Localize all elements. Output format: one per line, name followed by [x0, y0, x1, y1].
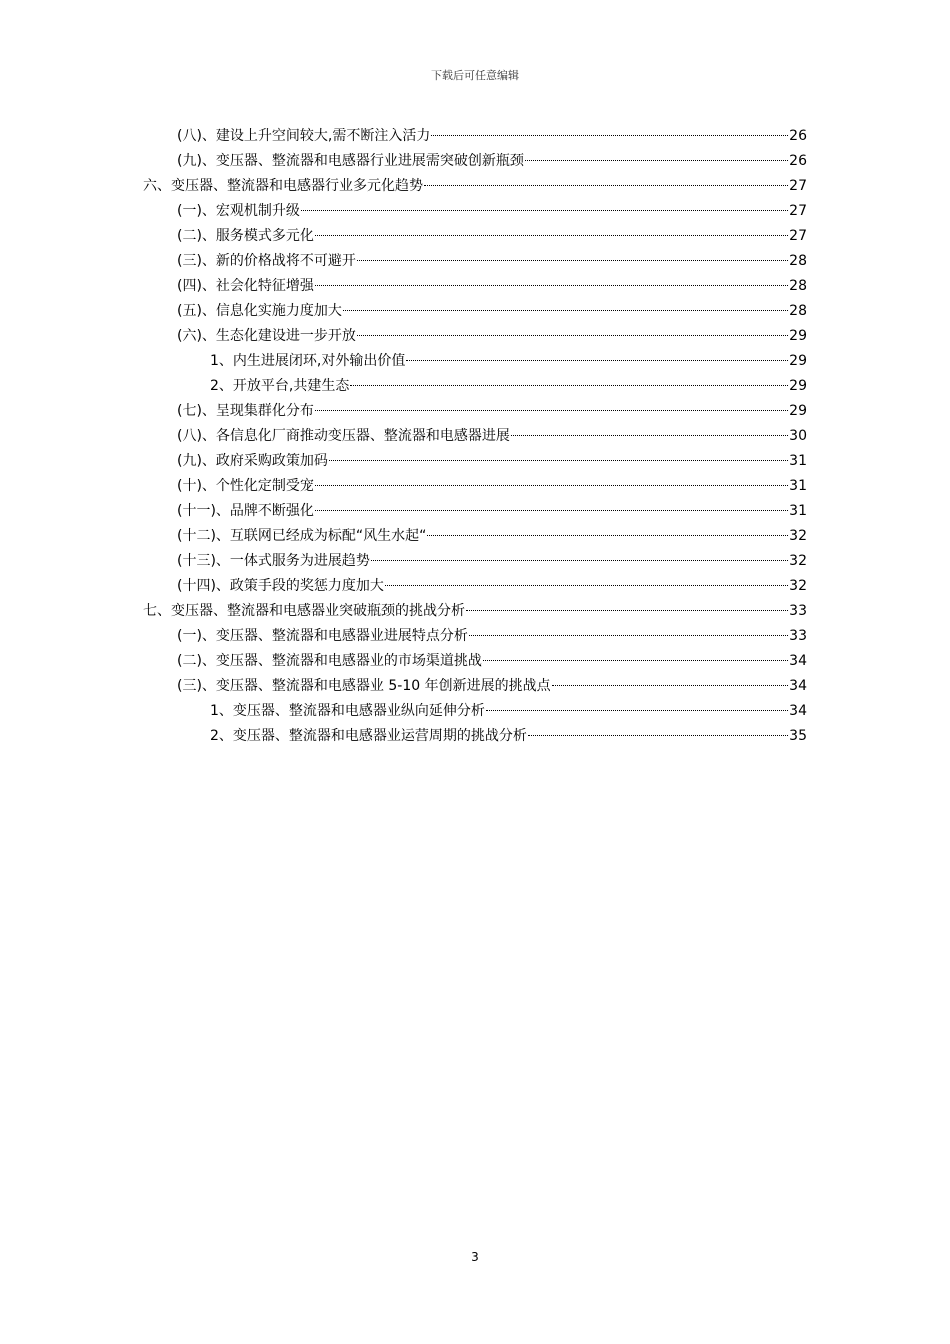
table-of-contents — [143, 124, 807, 749]
toc-entry-page: 33 — [789, 603, 807, 619]
toc-entry-page: 28 — [789, 278, 807, 294]
toc-entry[interactable] — [143, 174, 807, 199]
toc-entry-page: 27 — [789, 178, 807, 194]
toc-entry-label: (十一)、品牌不断强化 — [177, 503, 314, 519]
toc-entry-page: 29 — [789, 353, 807, 369]
toc-entry-label: 1、内生进展闭环,对外输出价值 — [210, 353, 406, 369]
toc-entry[interactable] — [143, 524, 807, 549]
toc-entry[interactable] — [143, 699, 807, 724]
toc-entry-label: (九)、变压器、整流器和电感器行业进展需突破创新瓶颈 — [177, 153, 524, 169]
toc-dot-leader — [466, 610, 788, 611]
toc-entry-label: 七、变压器、整流器和电感器业突破瓶颈的挑战分析 — [143, 603, 465, 619]
toc-entry[interactable] — [143, 574, 807, 599]
toc-entry-label: 1、变压器、整流器和电感器业纵向延伸分析 — [210, 703, 485, 719]
toc-dot-leader — [483, 660, 788, 661]
toc-dot-leader — [315, 510, 788, 511]
toc-entry[interactable] — [143, 424, 807, 449]
toc-dot-leader — [424, 185, 788, 186]
toc-entry-page: 26 — [789, 153, 807, 169]
toc-entry-page: 27 — [789, 203, 807, 219]
toc-entry[interactable] — [143, 274, 807, 299]
toc-entry-page: 30 — [789, 428, 807, 444]
toc-dot-leader — [343, 310, 788, 311]
toc-entry-page: 34 — [789, 703, 807, 719]
toc-entry[interactable] — [143, 599, 807, 624]
toc-entry-page: 31 — [789, 503, 807, 519]
page-number: 3 — [471, 1250, 479, 1264]
toc-entry[interactable] — [143, 674, 807, 699]
toc-entry-label: 2、变压器、整流器和电感器业运营周期的挑战分析 — [210, 728, 527, 744]
toc-entry-label: 六、变压器、整流器和电感器行业多元化趋势 — [143, 178, 423, 194]
toc-entry[interactable] — [143, 124, 807, 149]
toc-entry[interactable] — [143, 649, 807, 674]
toc-entry-label: (八)、各信息化厂商推动变压器、整流器和电感器进展 — [177, 428, 510, 444]
toc-dot-leader — [385, 585, 788, 586]
toc-entry[interactable] — [143, 349, 807, 374]
toc-entry-page: 27 — [789, 228, 807, 244]
toc-dot-leader — [371, 560, 788, 561]
toc-entry[interactable] — [143, 299, 807, 324]
toc-entry-page: 28 — [789, 253, 807, 269]
toc-entry-page: 26 — [789, 128, 807, 144]
toc-entry[interactable] — [143, 624, 807, 649]
toc-entry[interactable] — [143, 399, 807, 424]
toc-entry-label: (八)、建设上升空间较大,需不断注入活力 — [177, 128, 431, 144]
toc-entry-page: 31 — [789, 453, 807, 469]
toc-dot-leader — [406, 360, 788, 361]
toc-entry-label: (五)、信息化实施力度加大 — [177, 303, 342, 319]
toc-entry[interactable] — [143, 149, 807, 174]
toc-dot-leader — [315, 485, 788, 486]
toc-entry-label: (三)、变压器、整流器和电感器业 5-10 年创新进展的挑战点 — [177, 678, 551, 694]
toc-dot-leader — [350, 385, 788, 386]
toc-dot-leader — [528, 735, 788, 736]
toc-entry-page: 32 — [789, 528, 807, 544]
toc-entry-page: 32 — [789, 578, 807, 594]
toc-dot-leader — [469, 635, 788, 636]
toc-entry-page: 29 — [789, 403, 807, 419]
toc-entry-label: (四)、社会化特征增强 — [177, 278, 314, 294]
toc-entry[interactable] — [143, 724, 807, 749]
toc-dot-leader — [301, 210, 788, 211]
toc-dot-leader — [357, 260, 788, 261]
toc-entry[interactable] — [143, 499, 807, 524]
toc-entry-page: 34 — [789, 653, 807, 669]
toc-dot-leader — [357, 335, 788, 336]
toc-entry-page: 32 — [789, 553, 807, 569]
toc-entry-label: (十二)、互联网已经成为标配“风生水起“ — [177, 528, 427, 544]
toc-entry-label: (二)、服务模式多元化 — [177, 228, 314, 244]
toc-entry-label: (十三)、一体式服务为进展趋势 — [177, 553, 370, 569]
toc-entry-label: (九)、政府采购政策加码 — [177, 453, 328, 469]
toc-entry-label: (十)、个性化定制受宠 — [177, 478, 314, 494]
toc-entry-page: 31 — [789, 478, 807, 494]
toc-entry[interactable] — [143, 249, 807, 274]
toc-entry-label: (六)、生态化建设进一步开放 — [177, 328, 356, 344]
toc-entry-page: 33 — [789, 628, 807, 644]
toc-entry[interactable] — [143, 199, 807, 224]
toc-entry[interactable] — [143, 224, 807, 249]
toc-dot-leader — [427, 535, 788, 536]
toc-entry[interactable] — [143, 374, 807, 399]
toc-dot-leader — [552, 685, 789, 686]
toc-entry-page: 29 — [789, 328, 807, 344]
toc-entry[interactable] — [143, 449, 807, 474]
toc-entry-label: 2、开放平台,共建生态 — [210, 378, 350, 394]
toc-entry-label: (二)、变压器、整流器和电感器业的市场渠道挑战 — [177, 653, 482, 669]
toc-dot-leader — [525, 160, 788, 161]
toc-entry-label: (三)、新的价格战将不可避开 — [177, 253, 356, 269]
toc-entry[interactable] — [143, 549, 807, 574]
toc-entry-page: 34 — [789, 678, 807, 694]
toc-dot-leader — [315, 410, 788, 411]
toc-dot-leader — [315, 285, 788, 286]
toc-dot-leader — [486, 710, 788, 711]
toc-entry-label: (一)、宏观机制升级 — [177, 203, 300, 219]
page-header: 下载后可任意编辑 — [431, 69, 519, 82]
toc-entry-label: (七)、呈现集群化分布 — [177, 403, 314, 419]
toc-entry-page: 35 — [789, 728, 807, 744]
toc-entry[interactable] — [143, 474, 807, 499]
toc-entry-page: 28 — [789, 303, 807, 319]
toc-dot-leader — [315, 235, 788, 236]
toc-dot-leader — [431, 135, 788, 136]
toc-dot-leader — [329, 460, 788, 461]
toc-dot-leader — [511, 435, 788, 436]
toc-entry[interactable] — [143, 324, 807, 349]
toc-entry-label: (一)、变压器、整流器和电感器业进展特点分析 — [177, 628, 468, 644]
toc-entry-page: 29 — [789, 378, 807, 394]
toc-entry-label: (十四)、政策手段的奖惩力度加大 — [177, 578, 384, 594]
